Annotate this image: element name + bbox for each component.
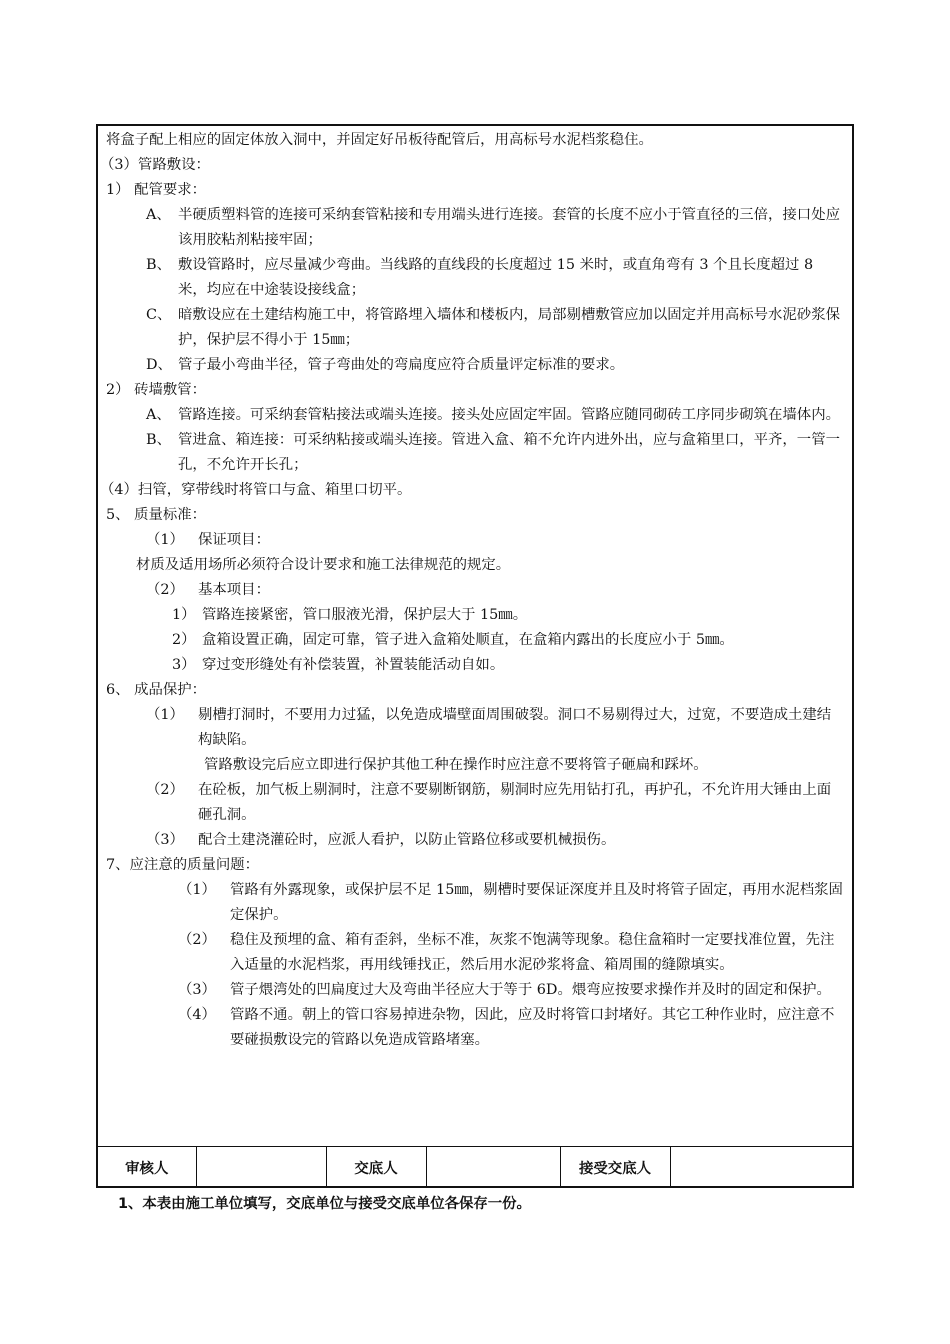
receiver-field[interactable] (670, 1147, 852, 1188)
item-text: 管路连接紧密，管口服液光滑，保护层大于 15㎜。 (202, 607, 528, 623)
item-text: 管路有外露现象，或保护层不足 15㎜，剔槽时要保证深度并且及时将管子固定，再用水泥档浆固定保护。 (230, 882, 843, 923)
text-line (106, 378, 844, 403)
item-text: 管路不通。朝上的管口容易掉进杂物，因此，应及时将管口封堵好。其它工种作业时，应注意不要碰损敷设完的管路以免造成管路堵塞。 (230, 1007, 835, 1048)
item-number: （3） (178, 982, 216, 998)
list-item (106, 403, 844, 428)
list-item (106, 978, 844, 1003)
footnote: 1、本表由施工单位填写，交底单位与接受交底单位各保存一份。 (118, 1196, 531, 1212)
item-text: 敷设管路时，应尽量减少弯曲。当线路的直线段的长度超过 15 米时，或直角弯有 3 个且长度超过 8 米，均应在中途装设接线盒； (178, 257, 814, 298)
item-text: 配合土建浇灌砼时，应派人看护，以防止管路位移或要机械损伤。 (198, 832, 616, 848)
text-line (106, 503, 844, 528)
item-number: B、 (146, 257, 171, 273)
list-item (106, 353, 844, 378)
signature-row (98, 1147, 852, 1188)
text-line (106, 678, 844, 703)
item-number: C、 (146, 307, 172, 323)
list-item (106, 828, 844, 853)
item-number: 2） (172, 632, 196, 648)
item-number: A、 (146, 407, 171, 423)
item-number: 1） (172, 607, 196, 623)
discloser-label: 交底人 (326, 1147, 426, 1188)
list-item (106, 653, 844, 678)
item-number: 3） (172, 657, 196, 673)
list-item (106, 778, 844, 828)
item-text: 剔槽打洞时，不要用力过猛，以免造成墙壁面周围破裂。洞口不易剔得过大，过宽，不要造成土建结构缺陷。 (198, 707, 832, 748)
section-heading: （3）管路敷设： (100, 157, 210, 173)
list-item (106, 253, 844, 303)
item-text: 盒箱设置正确，固定可靠，管子进入盒箱处顺直，在盒箱内露出的长度应小于 5㎜。 (202, 632, 734, 648)
section-heading: 6、 成品保护： (106, 682, 207, 698)
item-number: （2） (146, 782, 184, 798)
item-text: 管子煨湾处的凹扁度过大及弯曲半径应大于等于 6D。煨弯应按要求操作并及时的固定和保护。 (230, 982, 831, 998)
discloser-field[interactable] (426, 1147, 560, 1188)
reviewer-label: 审核人 (98, 1147, 196, 1188)
item-text: 半硬质塑料管的连接可采纳套管粘接和专用端头进行连接。套管的长度不应小于管直径的三倍，接口处应该用胶粘剂粘接牢固； (178, 207, 840, 248)
text-line (100, 478, 844, 503)
list-item (106, 1003, 844, 1053)
text-line (106, 853, 844, 878)
disclosure-form (96, 124, 854, 1188)
receiver-label: 接受交底人 (560, 1147, 670, 1188)
item-number: （2） (146, 582, 184, 598)
list-item (106, 428, 844, 478)
item-text: 保证项目： (198, 532, 270, 548)
signature-table (98, 1146, 852, 1187)
item-number: （1） (146, 707, 184, 723)
text-line (106, 553, 844, 578)
item-text: 稳住及预埋的盒、箱有歪斜，坐标不准，灰浆不饱满等现象。稳住盒箱时一定要找准位置，先注入适量的水泥档浆，再用线锤找正，然后用水泥砂浆将盒、箱周围的缝隙填实。 (230, 932, 835, 973)
item-number: D、 (146, 357, 172, 373)
list-item (106, 203, 844, 253)
item-text: 管子最小弯曲半径，管子弯曲处的弯扁度应符合质量评定标准的要求。 (178, 357, 625, 373)
list-item (106, 928, 844, 978)
list-item (106, 878, 844, 928)
list-item (106, 628, 844, 653)
item-number: （1） (146, 532, 184, 548)
list-item (106, 303, 844, 353)
item-text: 管进盒、箱连接：可采纳粘接或端头连接。管进入盒、箱不允许内进外出，应与盒箱里口，平齐，一管一孔，不允许开长孔； (178, 432, 840, 473)
section-heading: 1） 配管要求： (106, 182, 207, 198)
list-item (106, 603, 844, 628)
item-text: 基本项目： (198, 582, 270, 598)
text-line (106, 753, 844, 778)
item-number: A、 (146, 207, 171, 223)
line-text: 管路敷设完后应立即进行保护其他工种在操作时应注意不要将管子砸扁和踩坏。 (204, 757, 708, 773)
section-heading: （4）扫管，穿带线时将管口与盒、箱里口切平。 (100, 482, 412, 498)
section-heading: 2） 砖墙敷管： (106, 382, 207, 398)
list-item (106, 578, 844, 603)
text-line (106, 128, 844, 153)
item-number: （3） (146, 832, 184, 848)
list-item (106, 703, 844, 753)
item-number: （2） (178, 932, 216, 948)
item-number: （1） (178, 882, 216, 898)
item-number: B、 (146, 432, 171, 448)
section-heading: 5、 质量标准： (106, 507, 207, 523)
list-item (106, 528, 844, 553)
section-heading: 7、应注意的质量问题： (106, 857, 260, 873)
line-text: 将盒子配上相应的固定体放入洞中，并固定好吊板待配管后，用高标号水泥档浆稳住。 (106, 132, 653, 148)
item-number: （4） (178, 1007, 216, 1023)
item-text: 管路连接。可采纳套管粘接法或端头连接。接头处应固定牢固。管路应随同砌砖工序同步砌筑在墙体内。 (178, 407, 840, 423)
text-line (100, 153, 844, 178)
reviewer-field[interactable] (196, 1147, 326, 1188)
line-text: 材质及适用场所必须符合设计要求和施工法律规范的规定。 (136, 557, 511, 573)
content-area (98, 126, 852, 1148)
item-text: 在砼板，加气板上剔洞时，注意不要剔断钢筋，剔洞时应先用钻打孔，再护孔，不允许用大锤由上面砸孔洞。 (198, 782, 832, 823)
text-line (106, 178, 844, 203)
item-text: 穿过变形缝处有补偿装置，补置装能活动自如。 (202, 657, 505, 673)
item-text: 暗敷设应在土建结构施工中，将管路埋入墙体和楼板内，局部剔槽敷管应加以固定并用高标号水泥砂浆保护，保护层不得小于 15㎜； (178, 307, 840, 348)
